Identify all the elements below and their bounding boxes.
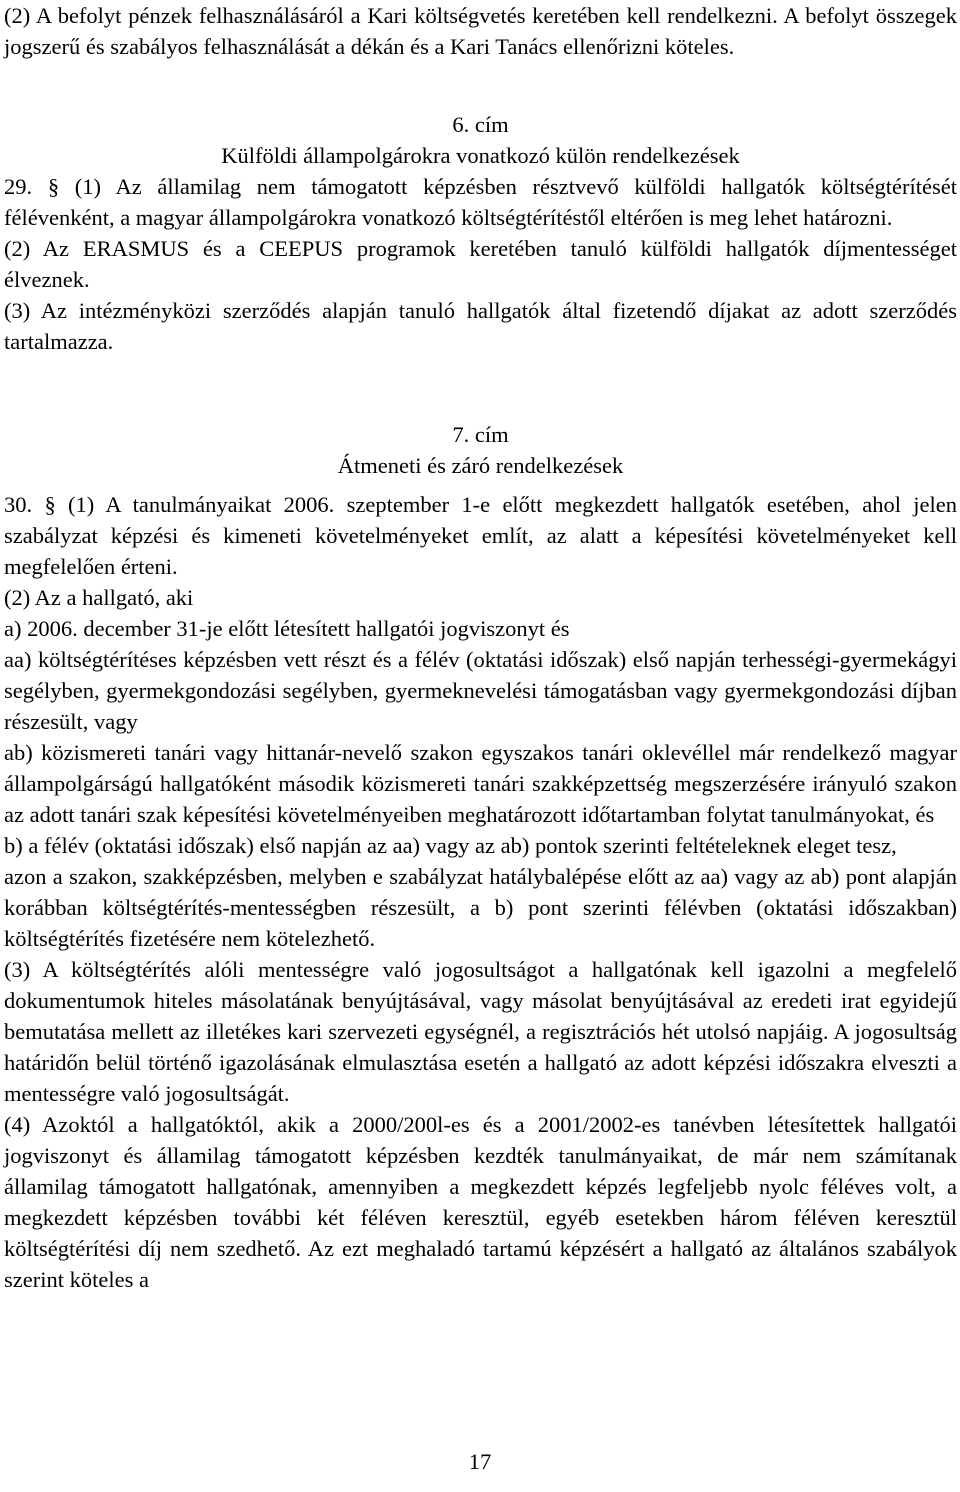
section-7-header — [4, 419, 957, 481]
paragraph-30-1: 30. § (1) A tanulmányaikat 2006. szeptember 1-e előtt megkezdett hallgatók esetében, ahol jelen szabályzat képzési és kimeneti követelményeket említ, az alatt a képesítési követelményeket kell megfelelően érteni. — [4, 492, 957, 579]
paragraph-30-3: (3) A költségtérítés alóli mentességre való jogosultságot a hallgatónak kell igazolni a megfelelő dokumentumok hiteles másolatának benyújtásával, vagy másolat benyújtásával az eredeti irat egyidejű bemutatása mellett az illetékes kari szervezeti egységnél, a regisztrációs hét utolsó napjáig. A jogosultság határidőn belül történő igazolásának elmulasztása esetén a hallgató az adott képzési időszakra elveszti a mentességre való jogosultságát. — [4, 957, 957, 1106]
document-page — [4, 0, 957, 1295]
section-7-number: 7. cím — [452, 422, 509, 447]
paragraph-29-3: (3) Az intézményközi szerződés alapján tanuló hallgatók által fizetendő díjakat az adott szerződés tartalmazza. — [4, 298, 957, 354]
page-number: 17 — [468, 1449, 492, 1474]
section-6-title: Külföldi állampolgárokra vonatkozó külön rendelkezések — [221, 143, 740, 168]
paragraph-exemption-conclusion: azon a szakon, szakképzésben, melyben e szabályzat hatálybalépése előtt az aa) vagy az ab) pont alapján korábban költségtérítés-mentességben részesült, a b) pont szerinti félévben (oktatási időszakban) költségtérítés fizetésére nem kötelezhető. — [4, 864, 957, 951]
paragraph-29-2: (2) Az ERASMUS és a CEEPUS programok keretében tanuló külföldi hallgatók díjmentességet élveznek. — [4, 236, 957, 292]
item-a: a) 2006. december 31-je előtt létesített hallgatói jogviszonyt és — [4, 616, 570, 641]
paragraph-2-budget: (2) A befolyt pénzek felhasználásáról a Kari költségvetés keretében kell rendelkezni. A befolyt összegek jogszerű és szabályos felhasználását a dékán és a Kari Tanács ellenőrizni köteles. — [4, 3, 957, 59]
paragraph-30-2: (2) Az a hallgató, aki — [4, 585, 194, 610]
item-b: b) a félév (oktatási időszak) első napján az aa) vagy az ab) pontok szerinti feltételeknek eleget tesz, — [4, 833, 897, 858]
section-7-title: Átmeneti és záró rendelkezések — [337, 453, 624, 478]
section-7-body — [4, 489, 957, 1295]
item-aa: aa) költségtérítéses képzésben vett részt és a félév (oktatási időszak) első napján terhességi-gyermekágyi segélyben, gyermekgondozási segélyben, gyermeknevelési támogatásban vagy gyermekgondozási díjban részesült, vagy — [4, 647, 957, 734]
item-ab: ab) közismereti tanári vagy hittanár-nevelő szakon egyszakos tanári oklevéllel már rendelkező magyar állampolgárságú hallgatóként második közismereti tanári szakképzettség megszerzésére irányuló szakon az adott tanári szak képesítési követelményeiben meghatározott időtartamban folytat tanulmányokat, és — [4, 740, 957, 827]
paragraph-30-4: (4) Azoktól a hallgatóktól, akik a 2000/200l-es és a 2001/2002-es tanévben létesítettek hallgatói jogviszonyt és államilag támogatott képzésben kezdték tanulmányaikat, de már nem számítanak államilag támogatott hallgatónak, amennyiben a megkezdett képzés legfeljebb nyolc féléves volt, a megkezdett képzésben további két féléven keresztül, egyéb esetekben három féléven keresztül költségtérítési díj nem szedhető. Az ezt meghaladó tartamú képzésért a hallgató az általános szabályok szerint köteles a — [4, 1112, 957, 1292]
section-6-number: 6. cím — [452, 112, 509, 137]
section-6-header — [4, 109, 957, 171]
paragraph-29-1: 29. § (1) Az államilag nem támogatott képzésben résztvevő külföldi hallgatók költségtérítését félévenként, a magyar állampolgárokra vonatkozó költségtérítéstől eltérően is meg lehet határozni. — [4, 174, 957, 230]
